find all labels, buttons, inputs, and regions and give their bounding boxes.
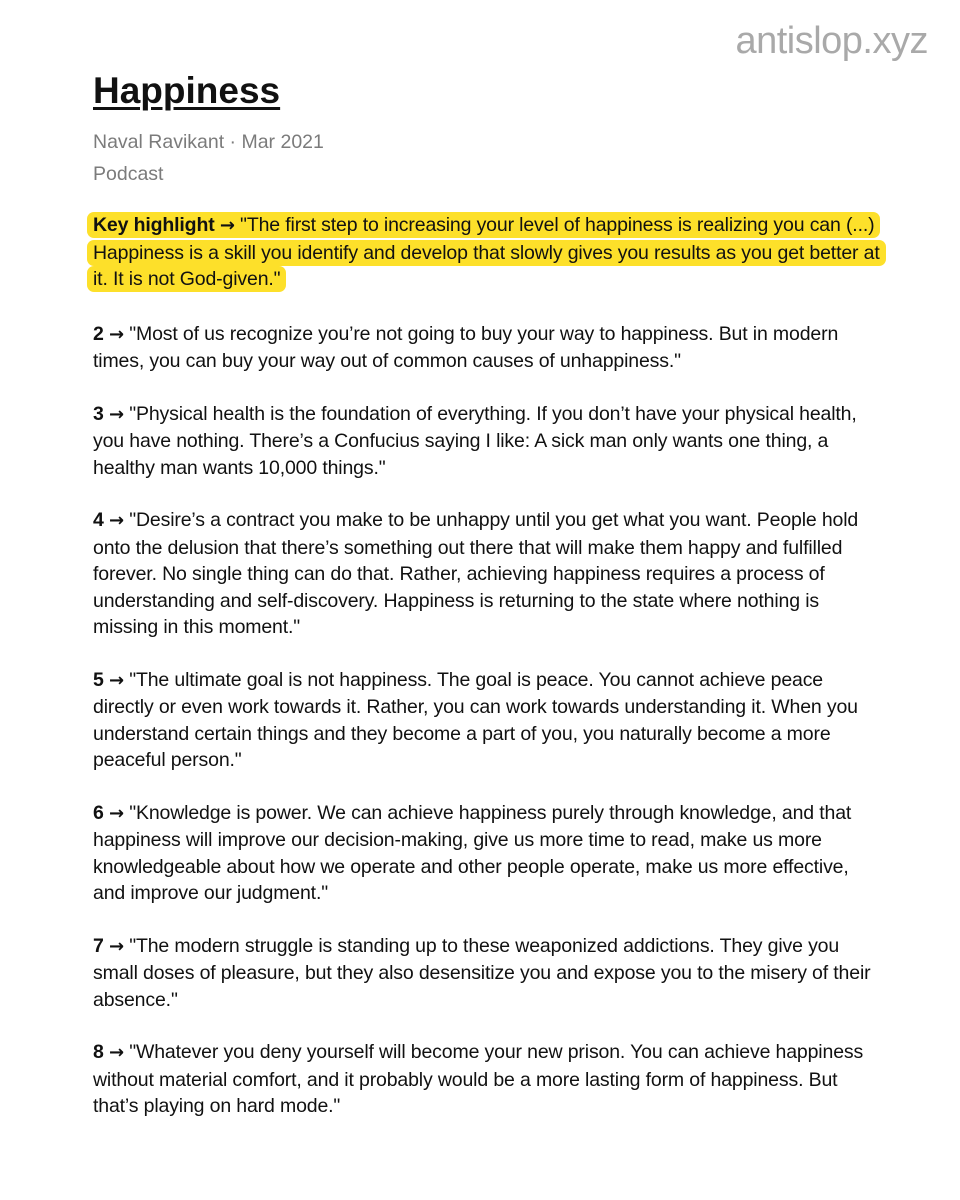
content-type: Podcast <box>93 163 164 185</box>
highlight-item <box>93 667 883 774</box>
highlight-quote: "Most of us recognize you’re not going to buy your way to happiness. But in modern times, you can buy your way out of common causes of unhappiness." <box>93 322 839 372</box>
highlight-item <box>93 321 883 375</box>
arrow-right-icon: → <box>108 669 124 691</box>
key-highlight-quote: "The first step to increasing your level of happiness is realizing you can (...) Happiness is a skill you identify and develop that slowly gives you results as you get better at it. It is not God-given." <box>93 214 880 290</box>
arrow-right-icon: → <box>108 802 124 824</box>
highlights-list <box>93 212 883 1146</box>
highlight-number: 6 <box>93 801 104 824</box>
highlight-quote: "The ultimate goal is not happiness. The goal is peace. You cannot achieve peace directly or even work towards it. Rather, you can work towards understanding it. When you understand certain things and they become a part of you, you naturally become a more peaceful person." <box>93 668 858 771</box>
highlight-number: 3 <box>93 402 104 425</box>
highlight-number: 8 <box>93 1041 104 1063</box>
highlight-number: 7 <box>93 934 104 957</box>
highlight-item <box>93 401 883 482</box>
highlight-quote: "The modern struggle is standing up to these weaponized addictions. They give you small doses of pleasure, but they also desensitize you and expose you to the misery of their absence." <box>93 934 871 1011</box>
highlight-item <box>93 1039 883 1120</box>
arrow-right-icon: → <box>108 323 124 345</box>
brand-watermark: antislop.xyz <box>735 20 928 62</box>
highlight-quote: "Knowledge is power. We can achieve happiness purely through knowledge, and that happiness will improve our decision-making, give us more time to read, make us more knowledgeable about how we operate and other people operate, make us more effective, and improve our judgment." <box>93 801 852 904</box>
arrow-right-icon: → <box>108 403 124 425</box>
arrow-right-icon: → <box>219 215 235 236</box>
highlight-item <box>93 800 883 907</box>
highlight-number: 5 <box>93 668 104 691</box>
byline: Naval Ravikant · Mar 2021 <box>93 131 324 153</box>
key-highlight-label: Key highlight <box>93 214 215 236</box>
highlight-quote: "Desire’s a contract you make to be unhappy until you get what you want. People hold onto the delusion that there’s something out there that will make them happy and fulfilled forever. No single thing can do that. Rather, achieving happiness requires a process of understanding and self-discovery. Happiness is returning to the state where nothing is missing in this moment." <box>93 509 859 638</box>
arrow-right-icon: → <box>108 1042 124 1063</box>
highlight-item <box>93 933 883 1014</box>
highlight-quote: "Physical health is the foundation of everything. If you don’t have your physical health, you have nothing. There’s a Confucius saying I like: A sick man only wants one thing, a healthy man wants 10,000 things." <box>93 402 857 479</box>
arrow-right-icon: → <box>108 510 124 531</box>
highlight-number: 2 <box>93 322 104 345</box>
highlight-number: 4 <box>93 509 104 531</box>
article-meta <box>93 126 324 190</box>
key-highlight <box>93 212 883 293</box>
arrow-right-icon: → <box>108 935 124 957</box>
highlight-quote: "Whatever you deny yourself will become your new prison. You can achieve happiness without material comfort, and it probably would be a more lasting form of happiness. But that’s playing on hard mode." <box>93 1041 864 1117</box>
key-highlight-marker <box>87 212 886 292</box>
highlight-item <box>93 507 883 641</box>
page-title: Happiness <box>93 70 281 111</box>
